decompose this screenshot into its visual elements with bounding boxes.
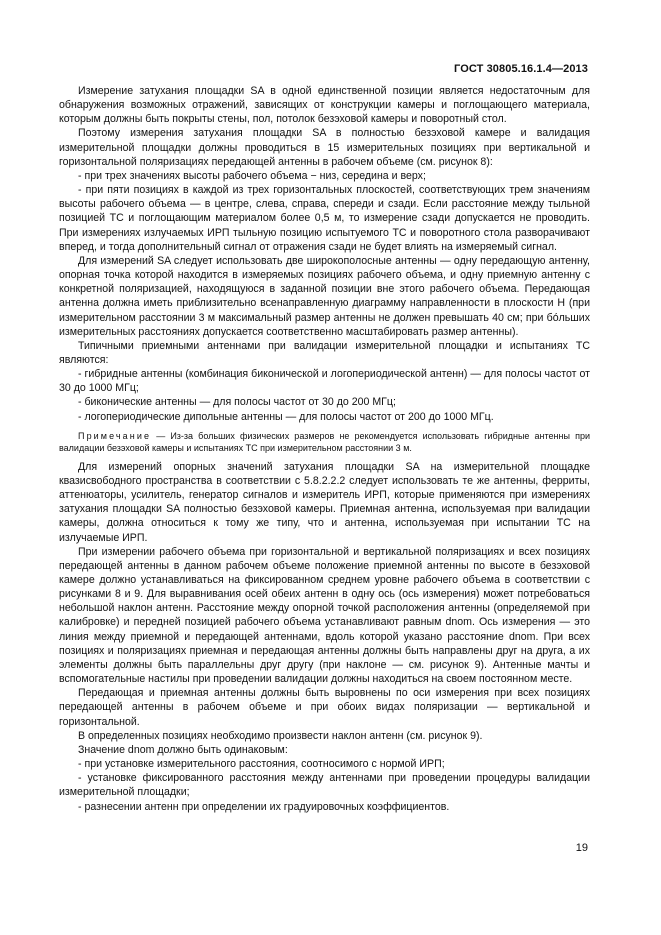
paragraph: Значение dnom должно быть одинаковым:	[78, 743, 288, 756]
note-label: Примечание	[78, 430, 152, 441]
list-item: - логопериодические дипольные антенны — для полосы частот от 200 до 1000 МГц.	[78, 410, 494, 423]
list-item: - гибридные антенны (комбинация биконической и логопериодической антенн) — для полосы частот от 30 до 1000 МГц;	[59, 368, 590, 395]
paragraph: При измерении рабочего объема при горизонтальной и вертикальной поляризациях и всех позициях передающей антенны в данном рабочем объеме положение приемной антенны по высоте в безэховой камере должно устанавливаться на фиксированном среднем уровне рабочего объема в соответствии с рисунками 8 и 9. Для выравнивания осей обеих антенн в одну ось (ось измерения) может потребоваться небольшой наклон антенн. Расстояние между опорной точкой расположения антенны (определяемой при калибровке) и передней позицией рабочего объема устанавливают равным dnom. Ось измерения — это линия между приемной и передающей антеннами, вдоль которой указано расстояние dnom. При всех позициях и поляризациях приемная и передающая антенны должны быть направлены друг на друга, а их элементы должны быть параллельны друг другу (при наклоне — см. рисунок 9). Антенные мачты и вспомогательные настилы при проведении валидации должны находиться на своем постоянном месте.	[59, 545, 590, 686]
paragraph: Передающая и приемная антенны должны быть выровнены по оси измерения при всех позициях передающей антенны в рабочем объеме и при обоих видах поляризации — вертикальной и горизонтальной.	[59, 687, 590, 728]
note	[59, 430, 590, 454]
note-text: — Из-за больших физических размеров не рекомендуется использовать гибридные антенны при валидации безэховой камеры и испытаниях ТС при измерительном расстоянии 3 м.	[59, 430, 590, 453]
list-item: - при установке измерительного расстояния, соотносимого с нормой ИРП;	[78, 758, 445, 771]
list-item: - разнесении антенн при определении их градуировочных коэффициентов.	[78, 800, 450, 813]
paragraph: В определенных позициях необходимо произвести наклон антенн (см. рисунок 9).	[78, 729, 483, 742]
list-item: - установке фиксированного расстояния между антеннами при проведении процедуры валидации измерительной площадки;	[59, 772, 590, 799]
paragraph: Для измерений SA следует использовать две широкополосные антенны — одну передающую антенну, опорная точка которой находится в измеряемых позициях рабочего объема, и одну приемную антенну с конкретной поляризацией, находящуюся в заданной позиции вне этого рабочего объема. Передающая антенна должна иметь приблизительно всенаправленную диаграмму направленности в плоскости H (при измерительном расстоянии 3 м максимальный размер антенны не должен превышать 40 см; при бо́льших измерительных расстояниях допускается соответственно масштабировать размер антенны).	[59, 254, 590, 338]
document-body	[59, 84, 590, 814]
document-code-header: ГОСТ 30805.16.1.4—2013	[454, 63, 588, 75]
list-item: - биконические антенны — для полосы частот от 30 до 200 МГц;	[78, 396, 396, 409]
list-item: - при трех значениях высоты рабочего объема − низ, середина и верх;	[78, 169, 426, 182]
paragraph: Измерение затухания площадки SA в одной единственной позиции является недостаточным для обнаружения возможных отражений, зависящих от конструкции камеры и поглощающего материала, которым должны быть покрыты стены, пол, потолок безэховой камеры и поворотный стол.	[59, 85, 590, 126]
paragraph: Поэтому измерения затухания площадки SA в полностью безэховой камере и валидация измерительной площадки должны проводиться в 15 измерительных позициях при вертикальной и горизонтальной поляризациях передающей антенны в рабочем объеме (см. рисунок 8):	[59, 127, 590, 168]
paragraph: Для измерений опорных значений затухания площадки SA на измерительной площадке квазисвободного пространства в соответствии с 5.8.2.2.2 следует использовать те же антенны, ферриты, аттенюаторы, усилитель, генератор сигналов и измеритель ИРП, которые применяются при измерениях затухания площадки SA полностью безэховой камеры. Приемная антенна, используемая при валидации камеры, должна относиться к тому же типу, что и антенна, используемая при испытании ТС на излучаемые ИРП.	[59, 460, 590, 544]
page-number: 19	[575, 842, 588, 854]
list-item: - при пяти позициях в каждой из трех горизонтальных плоскостей, соответствующих трем значениям высоты рабочего объема — в центре, слева, справа, спереди и сзади. Если расстояние между тыльной позицией ТС и поглощающим материалом более 0,5 м, то измерение сзади допускается не проводить. При измерениях излучаемых ИРП тыльную позицию испытуемого ТС и поворотного стола разворачивают вперед, и тогда дополнительный сигнал от отражения сзади не будет влиять на измеряемый сигнал.	[59, 184, 590, 253]
paragraph: Типичными приемными антеннами при валидации измерительной площадки и испытаниях ТС являются:	[59, 339, 590, 366]
